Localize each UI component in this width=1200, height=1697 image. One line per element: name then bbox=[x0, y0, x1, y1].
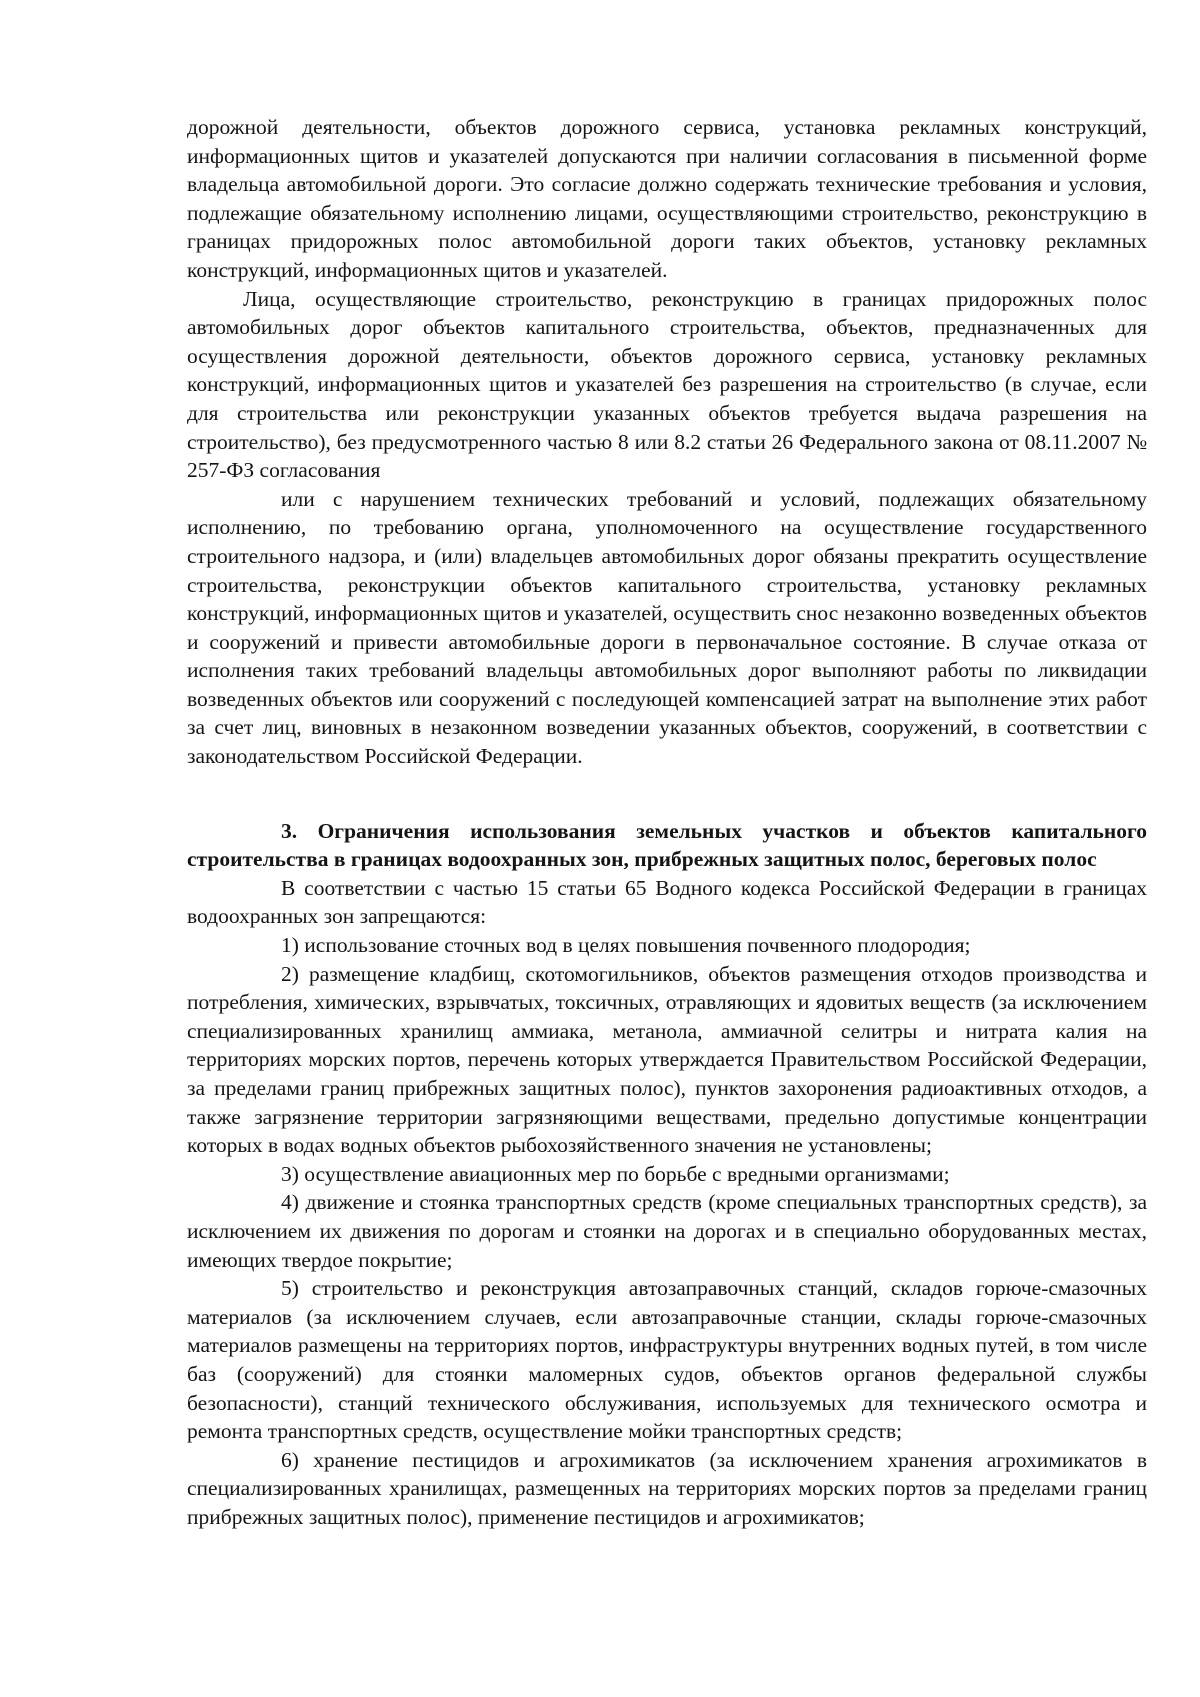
section-intro: В соответствии с частью 15 статьи 65 Водного кодекса Российской Федерации в границах водоохранных зон запрещаются: bbox=[187, 875, 1147, 929]
persons-paragraph: Лица, осуществляющие строительство, реконструкцию в границах придорожных полос автомобильных дорог объектов капитального строительства, объектов, предназначенных для осуществления дорожной деятельности, объектов дорожного сервиса, установку рекламных конструкций, информационных щитов и указателей без разрешения на строительство (в случае, если для строительства или реконструкции указанных объектов требуется выдача разрешения на строительство), без предусмотренного частью 8 или 8.2 статьи 26 Федерального закона от 08.11.2007 № 257-ФЗ согласования bbox=[187, 286, 1147, 483]
list-item: 6) хранение пестицидов и агрохимикатов (за исключением хранения агрохимикатов в специализированных хранилищах, размещенных на территориях морских портов за пределами границ прибрежных защитных полос), применение пестицидов и агрохимикатов; bbox=[187, 1447, 1147, 1529]
list-item: 2) размещение кладбищ, скотомогильников, объектов размещения отходов производства и потребления, химических, взрывчатых, токсичных, отравляющих и ядовитых веществ (за исключением специализированных хранилищ аммиака, метанола, аммиачной селитры и нитрата калия на территориях морских портов, перечень которых утверждается Правительством Российской Федерации, за пределами границ прибрежных защитных полос), пунктов захоронения радиоактивных отходов, а также загрязнение территории загрязняющими веществами, предельно допустимые концентрации которых в водах водных объектов рыбохозяйственного значения не установлены; bbox=[187, 961, 1147, 1158]
list-item: 5) строительство и реконструкция автозаправочных станций, складов горюче-смазочных материалов (за исключением случаев, если автозаправочные станции, склады горюче-смазочных материалов размещены на территориях портов, инфраструктуры внутренних водных путей, в том числе баз (сооружений) для стоянки маломерных судов, объектов органов федеральной службы безопасности), станций технического обслуживания, используемых для технического осмотра и ремонта транспортных средств, осуществление мойки транспортных средств; bbox=[187, 1276, 1147, 1444]
list-item: 3) осуществление авиационных мер по борьбе с вредными организмами; bbox=[281, 1161, 950, 1186]
list-item: 1) использование сточных вод в целях повышения почвенного плодородия; bbox=[281, 933, 971, 958]
section-heading: 3. Ограничения использования земельных участков и объектов капитального строительства в границах водоохранных зон, прибрежных защитных полос, береговых полос bbox=[187, 818, 1147, 872]
list-item: 4) движение и стоянка транспортных средств (кроме специальных транспортных средств), за исключением их движения по дорогам и стоянки на дорогах и в специально оборудованных местах, имеющих твердое покрытие; bbox=[187, 1190, 1147, 1272]
section-spacer bbox=[187, 771, 1147, 817]
document-page bbox=[187, 113, 1147, 1532]
violation-paragraph: или с нарушением технических требований и условий, подлежащих обязательному исполнению, по требованию органа, уполномоченного на осуществление государственного строительного надзора, и (или) владельцев автомобильных дорог обязаны прекратить осуществление строительства, реконструкции объектов капитального строительства, установку рекламных конструкций, информационных щитов и указателей, осуществить снос незаконно возведенных объектов и сооружений и привести автомобильные дороги в первоначальное состояние. В случае отказа от исполнения таких требований владельцы автомобильных дорог выполняют работы по ликвидации возведенных объектов или сооружений с последующей компенсацией затрат на выполнение этих работ за счет лиц, виновных в незаконном возведении указанных объектов, сооружений, в соответствии с законодательством Российской Федерации. bbox=[187, 486, 1147, 769]
intro-paragraph: дорожной деятельности, объектов дорожного сервиса, установка рекламных конструкций, информационных щитов и указателей допускаются при наличии согласования в письменной форме владельца автомобильной дороги. Это согласие должно содержать технические требования и условия, подлежащие обязательному исполнению лицами, осуществляющими строительство, реконструкцию в границах придорожных полос автомобильной дороги таких объектов, установку рекламных конструкций, информационных щитов и указателей. bbox=[187, 115, 1147, 282]
